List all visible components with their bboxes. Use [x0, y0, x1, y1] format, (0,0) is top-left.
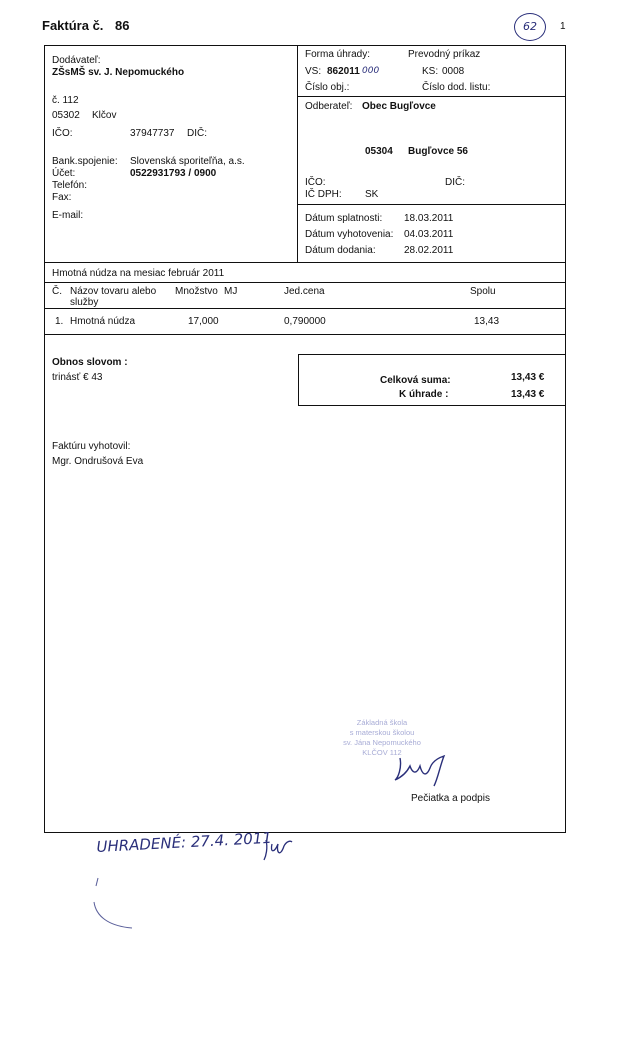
customer-label: Odberateľ: [305, 101, 353, 112]
supplier-ico: 37947737 [130, 128, 175, 139]
customer-zip: 05304 [365, 146, 393, 157]
row-price: 0,790000 [284, 316, 326, 327]
order-number-label: Číslo obj.: [305, 82, 350, 93]
customer-box-bottom-divider [297, 204, 566, 205]
col-header-qty: Množstvo [175, 286, 218, 297]
pen-mark [88, 876, 148, 936]
customer-address: Bugľovce 56 [408, 146, 468, 157]
col-header-unit: MJ [224, 286, 238, 297]
supplier-zip: 05302 [52, 110, 80, 121]
issue-date: 04.03.2011 [404, 229, 454, 240]
customer-name: Obec Bugľovce [362, 101, 436, 112]
handwritten-initials [262, 836, 296, 864]
supplier-dic-label: DIČ: [187, 128, 207, 139]
stamp-line: s materskou školou [349, 728, 415, 737]
supplier-street: č. 112 [52, 95, 79, 106]
row-name: Hmotná núdza [70, 316, 136, 327]
amount-due: 13,43 € [511, 389, 545, 400]
supplier-bank: Slovenská sporiteľňa, a.s. [130, 156, 245, 167]
issue-date-label: Dátum vyhotovenia: [305, 229, 394, 240]
supplier-label: Dodávateľ: [52, 55, 101, 66]
signature-label: Pečiatka a podpis [411, 793, 490, 804]
issuer-label: Faktúru vyhotovil: [52, 441, 131, 452]
due-date: 18.03.2011 [404, 213, 454, 224]
customer-ico-label: IČO: [305, 177, 326, 188]
page-number: 1 [560, 21, 566, 32]
supplier-email-label: E-mail: [52, 210, 84, 221]
vs-label: VS: [305, 66, 322, 77]
in-words-value: trinásť € 43 [52, 372, 103, 383]
row-no: 1. [55, 316, 64, 327]
delivery-note-label: Číslo dod. listu: [422, 82, 491, 93]
issuer-name: Mgr. Ondrušová Eva [52, 456, 144, 467]
invoice-number: 86 [115, 18, 130, 33]
supplier-city: Klčov [92, 110, 117, 121]
supplier-ico-label: IČO: [52, 128, 73, 139]
invoice-title: Faktúra č. [42, 18, 104, 33]
col-header-price: Jed.cena [284, 286, 325, 297]
customer-icdph-label: IČ DPH: [305, 189, 342, 200]
row-total: 13,43 [474, 316, 500, 327]
vs-value: 862011 [327, 66, 360, 77]
handwritten-signature [392, 752, 456, 790]
due-date-label: Dátum splatnosti: [305, 213, 383, 224]
customer-dic-label: DIČ: [445, 177, 465, 188]
stamp-line: sv. Jána Nepomuckého [343, 738, 421, 747]
amount-due-label: K úhrade : [399, 389, 449, 400]
supplier-name: ZŠsMŠ sv. J. Nepomuckého [52, 67, 185, 78]
col-header-name-line2: služby [70, 297, 99, 308]
in-words-label: Obnos slovom : [52, 357, 128, 368]
ks-value: 0008 [442, 66, 465, 77]
handwritten-paid-note: UHRADENÉ: 27.4. 2011 [96, 828, 273, 856]
customer-box-top-divider [297, 96, 566, 97]
table-top-divider [44, 282, 566, 283]
supplier-account-label: Účet: [52, 168, 76, 179]
delivery-date: 28.02.2011 [404, 245, 454, 256]
header-vertical-divider [297, 45, 298, 262]
supplier-account: 0522931793 / 0900 [130, 168, 217, 179]
payment-method-label: Forma úhrady: [305, 49, 371, 60]
circled-note: 62 [514, 13, 546, 41]
stamp-line: KLČOV 112 [362, 748, 402, 757]
row-qty: 17,000 [188, 316, 219, 327]
invoice-frame [44, 45, 566, 833]
total-sum-label: Celková suma: [380, 375, 451, 386]
col-header-no: Č. [52, 286, 62, 297]
col-header-name: Názov tovaru alebo [70, 286, 157, 297]
delivery-date-label: Dátum dodania: [305, 245, 376, 256]
stamp-line: Základná škola [356, 718, 408, 727]
table-bottom-divider [44, 334, 566, 335]
total-sum: 13,43 € [511, 372, 545, 383]
vs-handwritten: 000 [362, 66, 380, 76]
customer-icdph: SK [365, 189, 379, 200]
col-header-total: Spolu [470, 286, 496, 297]
description-top-divider [44, 262, 566, 263]
table-header-divider [44, 308, 566, 309]
payment-method: Prevodný príkaz [408, 49, 481, 60]
supplier-fax-label: Fax: [52, 192, 72, 203]
supplier-phone-label: Telefón: [52, 180, 88, 191]
invoice-description: Hmotná núdza na mesiac február 2011 [52, 268, 225, 279]
ks-label: KS: [422, 66, 439, 77]
supplier-bank-label: Bank.spojenie: [52, 156, 118, 167]
